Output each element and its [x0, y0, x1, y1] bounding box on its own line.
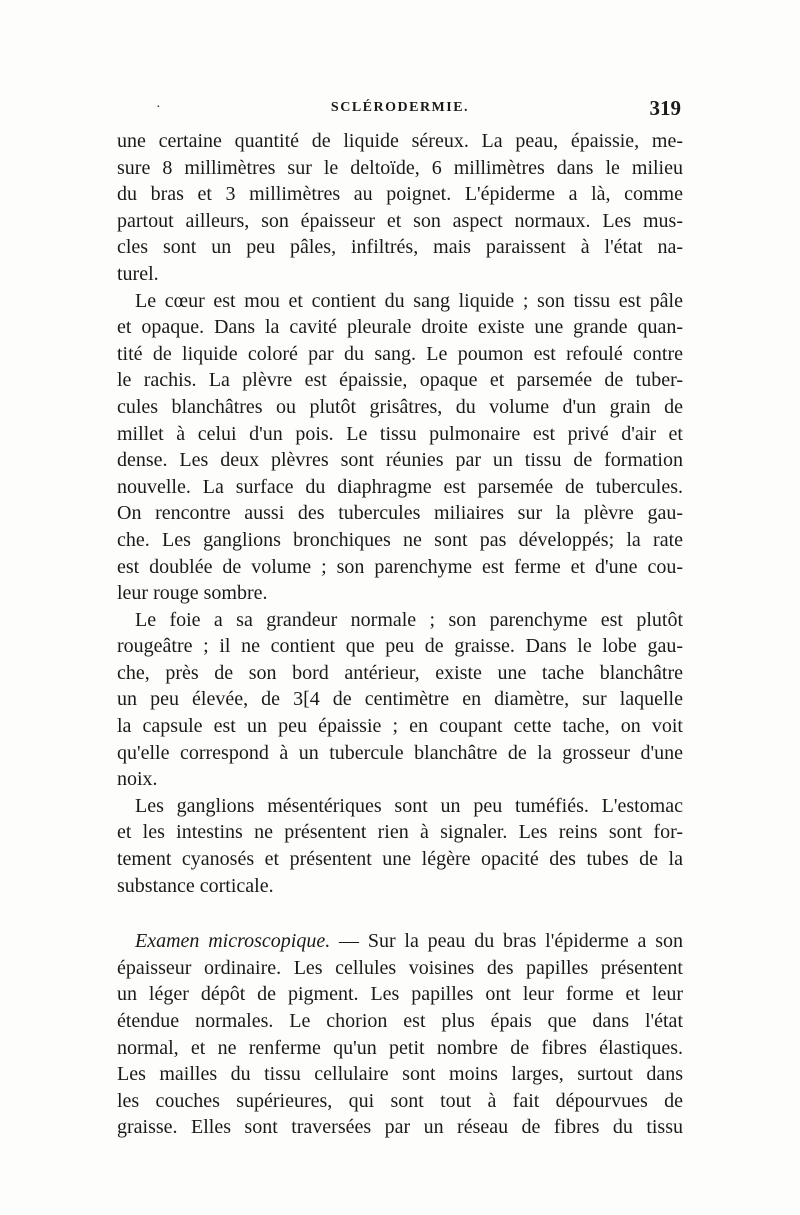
text-line: graisse. Elles sont traversées par un réseau de fibres du tissu: [117, 1116, 683, 1139]
running-title: SCLÉRODERMIE.: [330, 100, 470, 115]
text-line: tement cyanosés et présentent une légère opacité des tubes de la: [117, 848, 683, 871]
text-line: [117, 928, 683, 955]
text-line: épaisseur ordinaire. Les cellules voisines des papilles présentent: [117, 956, 683, 979]
text-line: étendue normales. Le chorion est plus épais que dans l'état: [117, 1010, 683, 1032]
paragraph-4: [117, 793, 683, 899]
text-line: normal, et ne renferme qu'un petit nombre de fibres élastiques.: [117, 1036, 683, 1059]
text-line: est doublée de volume ; son parenchyme est ferme et d'une cou-: [117, 555, 683, 578]
text-line: turel.: [117, 262, 159, 285]
page-number: 319: [649, 96, 681, 120]
text-line: un peu élevée, de 3[4 de centimètre en diamètre, sur laquelle: [117, 688, 683, 711]
text-line: che. Les ganglions bronchiques ne sont pas développés; la rate: [117, 528, 683, 551]
text-line: nouvelle. La surface du diaphragme est parsemée de tubercules.: [117, 475, 683, 498]
section-gap: [117, 899, 683, 928]
text-line: le rachis. La plèvre est épaissie, opaque et parsemée de tuber-: [117, 369, 683, 392]
text-line: du bras et 3 millimètres au poignet. L'épiderme a là, comme: [117, 183, 683, 206]
text-line: Les ganglions mésentériques sont un peu tuméfiés. L'estomac: [135, 794, 683, 817]
text-line: dense. Les deux plèvres sont réunies par un tissu de formation: [117, 449, 683, 472]
text-line: noix.: [117, 768, 158, 791]
text-line: cules blanchâtres ou plutôt grisâtres, du volume d'un grain de: [117, 395, 683, 418]
paragraph-3: [117, 607, 683, 793]
paragraph-1: [117, 128, 683, 288]
text-line: millet à celui d'un pois. Le tissu pulmonaire est privé d'air et: [117, 422, 683, 445]
text-line: leur rouge sombre.: [117, 582, 268, 605]
running-head: [117, 96, 683, 124]
exam-first-line-text: — Sur la peau du bras l'épiderme a son: [330, 930, 683, 953]
text-line: les couches supérieures, qui sont tout à fait dépourvues de: [117, 1089, 683, 1112]
text-line: cles sont un peu pâles, infiltrés, mais paraissent à l'état na-: [117, 236, 683, 259]
text-line: et les intestins ne présentent rien à signaler. Les reins sont for-: [117, 821, 683, 844]
text-line: et opaque. Dans la cavité pleurale droite existe une grande quan-: [117, 316, 683, 339]
text-line: substance corticale.: [117, 874, 274, 897]
text-line: che, près de son bord antérieur, existe une tache blanchâtre: [117, 661, 683, 684]
text-line: partout ailleurs, son épaisseur et son aspect normaux. Les mus-: [117, 209, 683, 232]
text-line: sure 8 millimètres sur le deltoïde, 6 millimètres dans le milieu: [117, 156, 683, 179]
text-line: qu'elle correspond à un tubercule blanchâtre de la grosseur d'une: [117, 741, 683, 764]
text-line: la capsule est un peu épaissie ; en coupant cette tache, on voit: [117, 715, 683, 738]
header-dot: ·: [156, 100, 161, 115]
text-line: Le cœur est mou et contient du sang liquide ; son tissu est pâle: [135, 289, 683, 312]
text-line: Le foie a sa grandeur normale ; son parenchyme est plutôt: [135, 608, 683, 631]
text-line: rougeâtre ; il ne contient que peu de graisse. Dans le lobe gau-: [117, 635, 683, 658]
body-text: [117, 128, 683, 1141]
paragraph-microscopic-exam: [117, 928, 683, 1141]
text-line: Les mailles du tissu cellulaire sont moins larges, surtout dans: [117, 1063, 683, 1086]
paragraph-2: [117, 288, 683, 607]
exam-heading: Examen microscopique.: [135, 930, 331, 953]
text-line: une certaine quantité de liquide séreux. La peau, épaissie, me-: [117, 130, 683, 152]
text-line: tité de liquide coloré par du sang. Le poumon est refoulé contre: [117, 342, 683, 365]
text-line: un léger dépôt de pigment. Les papilles ont leur forme et leur: [117, 983, 683, 1006]
text-line: On rencontre aussi des tubercules miliaires sur la plèvre gau-: [117, 502, 683, 525]
